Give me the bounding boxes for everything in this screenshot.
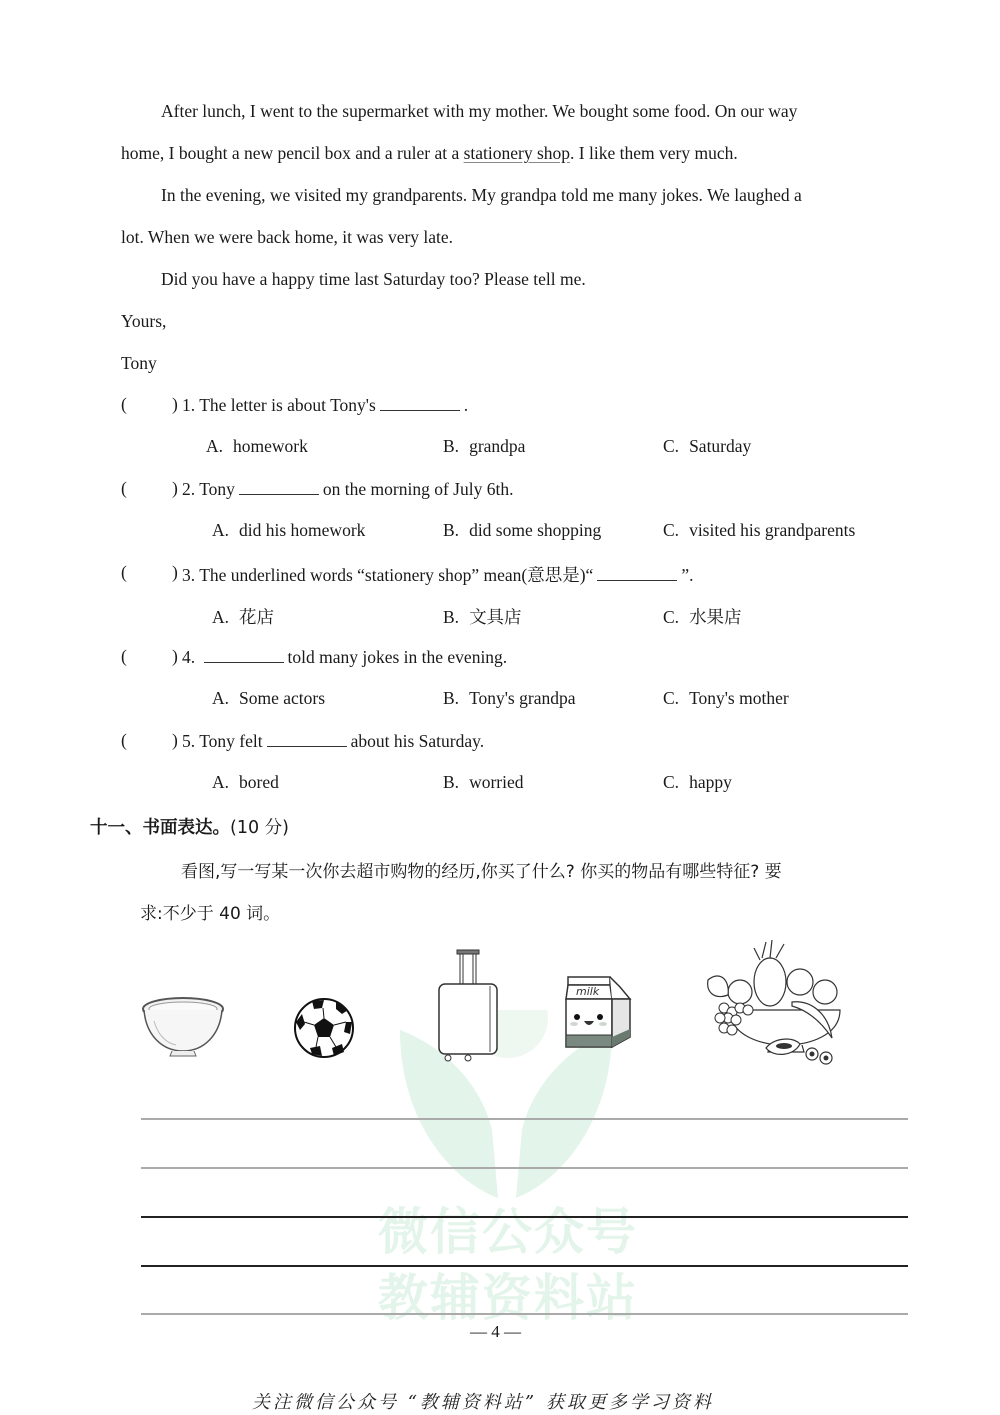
- question-number: 5.: [182, 731, 196, 751]
- option-c: [663, 520, 855, 541]
- option-letter: A.: [212, 688, 230, 708]
- option-b: [443, 436, 525, 457]
- bowl-icon: [140, 995, 226, 1059]
- fruit-basket-icon: [700, 940, 870, 1070]
- section-title: 十一、书面表达。: [90, 818, 230, 838]
- option-b: [443, 604, 522, 629]
- question-stem: The underlined words “stationery shop” mean(意思是)“: [199, 565, 594, 585]
- section-heading: [90, 814, 289, 839]
- option-c: [663, 688, 789, 709]
- option-text: 水果店: [689, 607, 742, 627]
- option-a: [212, 772, 279, 793]
- answer-line[interactable]: [141, 1216, 908, 1218]
- question-stem-end: about his Saturday.: [350, 731, 485, 751]
- option-a: [212, 688, 325, 709]
- option-letter: C.: [663, 436, 680, 456]
- answer-paren-open[interactable]: (: [121, 646, 127, 666]
- svg-text:milk: milk: [576, 985, 600, 998]
- answer-paren-open[interactable]: (: [121, 478, 127, 498]
- option-letter: A.: [212, 520, 230, 540]
- passage-p3-line1: Did you have a happy time last Saturday too? Please tell me.: [161, 269, 586, 289]
- option-letter: A.: [206, 436, 224, 456]
- option-text: did his homework: [239, 520, 366, 540]
- option-letter: B.: [443, 688, 460, 708]
- option-a: [212, 604, 274, 629]
- answer-blank[interactable]: [204, 646, 284, 663]
- question-number: 2.: [182, 479, 196, 499]
- answer-paren-close: ): [172, 730, 178, 750]
- option-letter: C.: [663, 607, 680, 627]
- answer-line[interactable]: [141, 1167, 908, 1169]
- option-c: [663, 436, 751, 457]
- suitcase-icon: [436, 948, 500, 1064]
- answer-blank[interactable]: [267, 730, 347, 747]
- option-letter: C.: [663, 520, 680, 540]
- answer-line[interactable]: [141, 1313, 908, 1315]
- option-text: homework: [233, 436, 308, 456]
- writing-instruction-line2: 求:不少于 40 词。: [140, 904, 281, 924]
- milk-carton-icon: [562, 973, 634, 1059]
- option-text: bored: [239, 772, 279, 792]
- underlined-phrase: stationery shop: [463, 143, 571, 163]
- option-letter: B.: [443, 436, 460, 456]
- option-letter: C.: [663, 772, 680, 792]
- letter-signature: Tony: [121, 353, 157, 373]
- option-letter: A.: [212, 607, 230, 627]
- option-text: worried: [469, 772, 524, 792]
- option-c: [663, 604, 742, 629]
- answer-paren-open[interactable]: (: [121, 394, 127, 414]
- question-text: [182, 394, 468, 416]
- question-text: [182, 646, 507, 668]
- question-stem: Tony: [199, 479, 235, 499]
- question-stem-end: .: [463, 395, 469, 415]
- watermark-text-line2: 教辅资料站: [378, 1269, 638, 1327]
- question-number: 4.: [182, 647, 196, 667]
- picture-strip: [140, 940, 875, 1072]
- answer-blank[interactable]: [597, 564, 677, 581]
- option-text: Tony's grandpa: [469, 688, 576, 708]
- passage-p2-line2: lot. When we were back home, it was very late.: [121, 227, 454, 247]
- question-stem: Tony felt: [199, 731, 263, 751]
- option-letter: A.: [212, 772, 230, 792]
- option-text: 花店: [239, 607, 275, 627]
- passage-p1-line1: After lunch, I went to the supermarket with my mother. We bought some food. On our way: [161, 101, 798, 121]
- option-text: 文具店: [469, 607, 522, 627]
- question-text: [182, 562, 693, 587]
- option-letter: B.: [443, 772, 460, 792]
- question-stem: The letter is about Tony's: [199, 395, 376, 415]
- question-stem-end: told many jokes in the evening.: [287, 647, 508, 667]
- writing-instruction-line1: 看图,写一写某一次你去超市购物的经历,你买了什么? 你买的物品有哪些特征? 要: [181, 862, 782, 882]
- answer-paren-close: ): [172, 478, 178, 498]
- answer-line[interactable]: [141, 1265, 908, 1267]
- question-stem-end: ”.: [681, 565, 694, 585]
- option-b: [443, 520, 601, 541]
- question-stem-end: on the morning of July 6th.: [322, 479, 514, 499]
- answer-paren-open[interactable]: (: [121, 730, 127, 750]
- option-letter: B.: [443, 607, 460, 627]
- passage-p2-line1: In the evening, we visited my grandparents. My grandpa told me many jokes. We laughed a: [161, 185, 802, 205]
- option-letter: B.: [443, 520, 460, 540]
- answer-blank[interactable]: [239, 478, 319, 495]
- question-number: 1.: [182, 395, 196, 415]
- option-a: [206, 436, 308, 457]
- passage-text: . I like them very much.: [570, 143, 738, 163]
- option-letter: C.: [663, 688, 680, 708]
- passage-p1-line2: [121, 142, 738, 164]
- option-text: Saturday: [689, 436, 752, 456]
- answer-paren-close: ): [172, 562, 178, 582]
- answer-paren-close: ): [172, 394, 178, 414]
- option-b: [443, 688, 575, 709]
- letter-closing: Yours,: [121, 311, 167, 331]
- question-text: [182, 730, 484, 752]
- option-b: [443, 772, 524, 793]
- answer-paren-open[interactable]: (: [121, 562, 127, 582]
- option-text: Some actors: [239, 688, 326, 708]
- option-text: happy: [689, 772, 732, 792]
- passage-text: home, I bought a new pencil box and a ruler at a: [121, 143, 464, 163]
- answer-line[interactable]: [141, 1118, 908, 1120]
- section-points: (10 分): [230, 818, 289, 838]
- answer-paren-close: ): [172, 646, 178, 666]
- option-c: [663, 772, 732, 793]
- option-text: Tony's mother: [689, 688, 789, 708]
- option-text: did some shopping: [469, 520, 602, 540]
- question-number: 3.: [182, 565, 196, 585]
- soccer-ball-icon: [292, 996, 356, 1060]
- page-number: — 4 —: [470, 1322, 521, 1341]
- option-a: [212, 520, 365, 541]
- watermark-text-line1: 微信公众号: [378, 1203, 638, 1261]
- footer-promo-text: 关注微信公众号 “教辅资料站” 获取更多学习资料: [252, 1392, 714, 1413]
- option-text: visited his grandparents: [689, 520, 856, 540]
- question-text: [182, 478, 513, 500]
- answer-blank[interactable]: [380, 394, 460, 411]
- option-text: grandpa: [469, 436, 526, 456]
